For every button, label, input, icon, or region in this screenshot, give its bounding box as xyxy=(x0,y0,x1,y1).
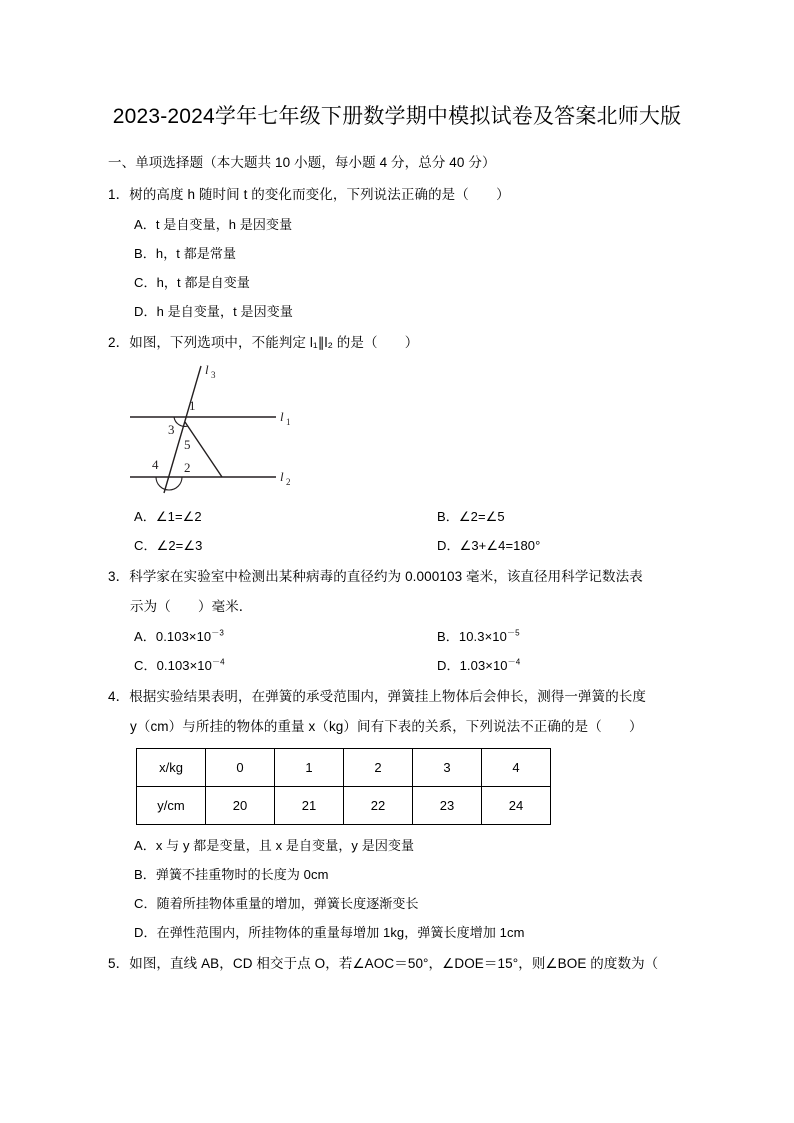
question-3-stem xyxy=(108,562,686,622)
question-4-options xyxy=(108,831,686,947)
option-b[interactable]: B．h，t 都是常量 xyxy=(134,246,237,261)
question-3-options xyxy=(108,622,686,680)
svg-text:l: l xyxy=(280,469,284,484)
option-b[interactable]: B．弹簧不挂重物时的长度为 0cm xyxy=(134,867,329,882)
svg-text:2: 2 xyxy=(286,477,291,487)
question-5-text: 如图，直线 AB，CD 相交于点 O，若∠AOC＝50°，∠DOE＝15°，则∠BOE 的度数为（ xyxy=(129,956,659,971)
option-a[interactable]: A．∠1=∠2 xyxy=(134,509,202,524)
question-2-number: 2． xyxy=(108,335,130,350)
cell-x-0: 0 xyxy=(206,749,275,787)
question-4-text-line1: 根据实验结果表明，在弹簧的承受范围内，弹簧挂上物体后会伸长，测得一弹簧的长度 xyxy=(129,689,647,704)
option-a[interactable]: A．x 与 y 都是变量，且 x 是自变量，y 是因变量 xyxy=(134,838,415,853)
option-a[interactable] xyxy=(108,622,397,651)
cell-x-3: 3 xyxy=(413,749,482,787)
svg-text:3: 3 xyxy=(168,422,175,437)
option-c[interactable] xyxy=(108,651,397,680)
question-3 xyxy=(108,562,686,680)
option-c[interactable]: C．随着所挂物体重量的增加，弹簧长度逐渐变长 xyxy=(134,896,419,911)
option-d[interactable]: D．在弹性范围内，所挂物体的重量每增加 1kg，弹簧长度增加 1cm xyxy=(134,925,525,940)
option-c-exponent: －4 xyxy=(211,657,225,667)
option-a-label: A．0.103×10 xyxy=(134,629,212,644)
cell-y-2: 22 xyxy=(344,787,413,825)
cell-y-1: 21 xyxy=(275,787,344,825)
option-c-label: C．0.103×10 xyxy=(134,658,212,673)
cell-y-4: 24 xyxy=(482,787,551,825)
question-5-number: 5． xyxy=(108,956,130,971)
option-c[interactable]: C．h，t 都是自变量 xyxy=(134,275,250,290)
row-header-y: y/cm xyxy=(137,787,206,825)
question-4-number: 4． xyxy=(108,689,130,704)
option-c[interactable]: C．∠2=∠3 xyxy=(134,538,203,553)
option-b[interactable] xyxy=(397,622,686,651)
svg-text:1: 1 xyxy=(286,417,291,427)
question-3-text-line1: 科学家在实验室中检测出某种病毒的直径约为 0.000103 毫米，该直径用科学记数法表 xyxy=(129,569,643,584)
table-row xyxy=(137,787,551,825)
option-d[interactable]: D．∠3+∠4=180° xyxy=(437,538,541,553)
svg-text:l: l xyxy=(205,362,209,377)
cell-x-1: 1 xyxy=(275,749,344,787)
question-1-text: 树的高度 h 随时间 t 的变化而变化，下列说法正确的是（ ） xyxy=(129,187,510,202)
svg-text:3: 3 xyxy=(211,370,216,380)
svg-text:4: 4 xyxy=(152,457,159,472)
question-5 xyxy=(108,949,686,979)
question-2-options xyxy=(108,502,686,560)
row-header-x: x/kg xyxy=(137,749,206,787)
page-title: 2023-2024学年七年级下册数学期中模拟试卷及答案北师大版 xyxy=(112,105,682,128)
question-3-number: 3． xyxy=(108,569,130,584)
cell-x-2: 2 xyxy=(344,749,413,787)
option-d[interactable]: D．h 是自变量，t 是因变量 xyxy=(134,304,293,319)
spring-data-table xyxy=(136,748,551,825)
question-2-stem xyxy=(108,328,686,358)
question-5-stem xyxy=(108,949,686,979)
svg-text:2: 2 xyxy=(184,460,191,475)
geometry-figure-svg xyxy=(126,360,326,495)
question-4 xyxy=(108,682,686,947)
svg-text:l: l xyxy=(280,409,284,424)
question-2-text: 如图，下列选项中，不能判定 l₁∥l₂ 的是（ ） xyxy=(129,335,419,350)
option-d-exponent: －4 xyxy=(507,657,521,667)
cell-y-0: 20 xyxy=(206,787,275,825)
question-1-number: 1． xyxy=(108,187,130,202)
svg-text:1: 1 xyxy=(189,398,196,413)
question-4-stem xyxy=(108,682,686,742)
option-d[interactable] xyxy=(397,651,686,680)
option-a[interactable]: A．t 是自变量，h 是因变量 xyxy=(134,217,293,232)
question-2 xyxy=(108,328,686,560)
cell-y-3: 23 xyxy=(413,787,482,825)
question-3-text-line2: 示为（ ）毫米． xyxy=(130,599,253,614)
svg-text:5: 5 xyxy=(184,437,191,452)
question-1-stem xyxy=(108,180,686,210)
page-content xyxy=(108,98,686,981)
option-d-label: D．1.03×10 xyxy=(437,658,508,673)
question-4-text-line2: y（cm）与所挂的物体的重量 x（kg）间有下表的关系，下列说法不正确的是（ ） xyxy=(130,719,643,734)
question-1-options xyxy=(108,210,686,326)
option-b-label: B．10.3×10 xyxy=(437,629,507,644)
section-heading: 一、单项选择题（本大题共 10 小题，每小题 4 分，总分 40 分） xyxy=(108,155,496,170)
cell-x-4: 4 xyxy=(482,749,551,787)
parallel-lines-transversal-diagram xyxy=(108,360,686,500)
option-b[interactable]: B．∠2=∠5 xyxy=(437,509,505,524)
question-1 xyxy=(108,180,686,326)
option-a-exponent: －3 xyxy=(211,628,224,638)
table-row xyxy=(137,749,551,787)
option-b-exponent: －5 xyxy=(506,628,520,638)
